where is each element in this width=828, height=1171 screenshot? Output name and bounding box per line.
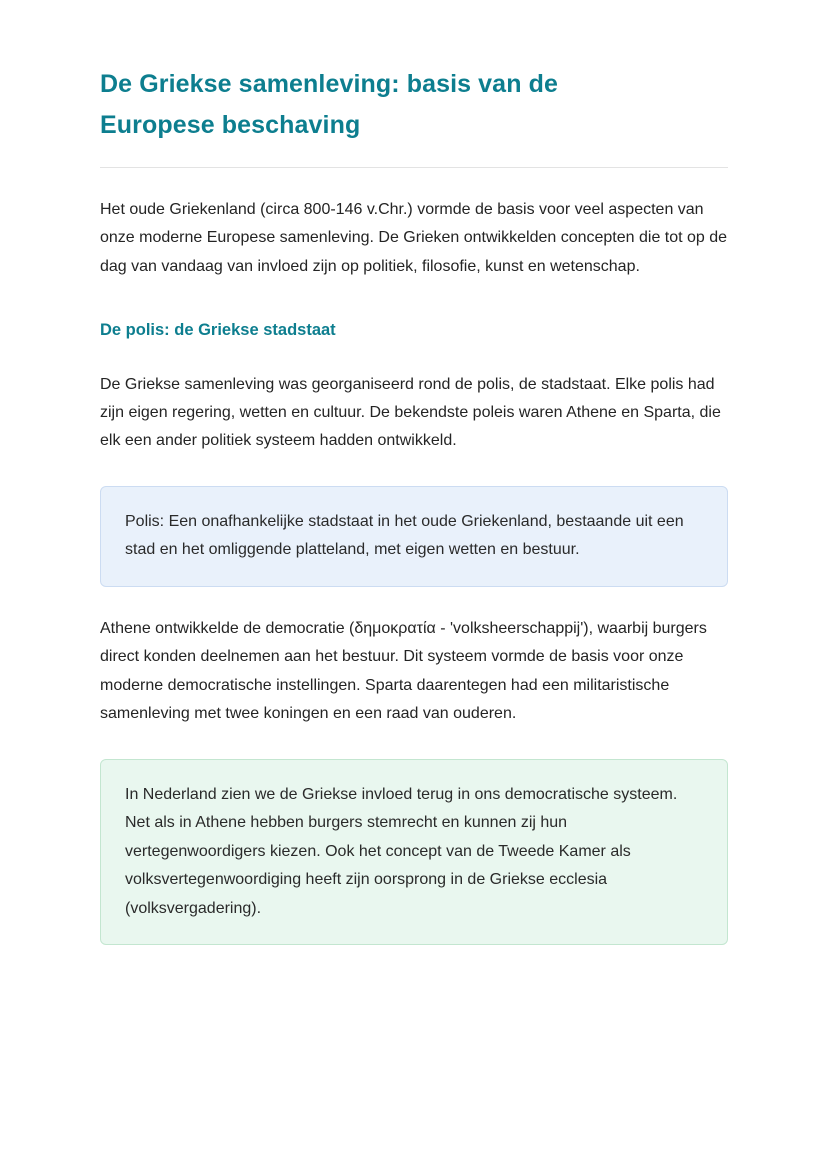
- intro-paragraph: Het oude Griekenland (circa 800-146 v.Chr.) vormde de basis voor veel aspecten van onze moderne Europese samenleving. De Grieken ontwikkelden concepten die tot op de dag van vandaag van invloed zijn op politiek, filosofie, kunst en wetenschap.: [100, 201, 728, 275]
- example-box-text: In Nederland zien we de Griekse invloed terug in ons democratische systeem. Net als in Athene hebben burgers stemrecht en kunnen zij hun vertegenwoordigers kiezen. Ook het concept van de Tweede Kamer als volksvertegenwoordiging heeft zijn oorsprong in de Griekse ecclesia (volksvergadering).: [125, 785, 678, 917]
- example-box-netherlands: [100, 759, 728, 945]
- definition-box-polis: [100, 486, 728, 587]
- section-heading-polis: De polis: de Griekse stadstaat: [100, 321, 336, 340]
- page-title: De Griekse samenleving: basis van de Europese beschaving: [100, 70, 558, 139]
- paragraph-democracy: Athene ontwikkelde de democratie (δημοκρατία - 'volksheerschappij'), waarbij burgers direct konden deelnemen aan het bestuur. Dit systeem vormde de basis voor onze moderne democratische instellingen. Sparta daarentegen had een militaristische samenleving met twee koningen en een raad van ouderen.: [100, 619, 707, 723]
- definition-box-text: Polis: Een onafhankelijke stadstaat in het oude Griekenland, bestaande uit een stad en het omliggende platteland, met eigen wetten en bestuur.: [125, 512, 684, 559]
- paragraph-polis: De Griekse samenleving was georganiseerd rond de polis, de stadstaat. Elke polis had zijn eigen regering, wetten en cultuur. De bekendste poleis waren Athene en Sparta, die elk een ander politiek systeem hadden ontwikkeld.: [100, 375, 721, 450]
- title-divider: [100, 167, 728, 168]
